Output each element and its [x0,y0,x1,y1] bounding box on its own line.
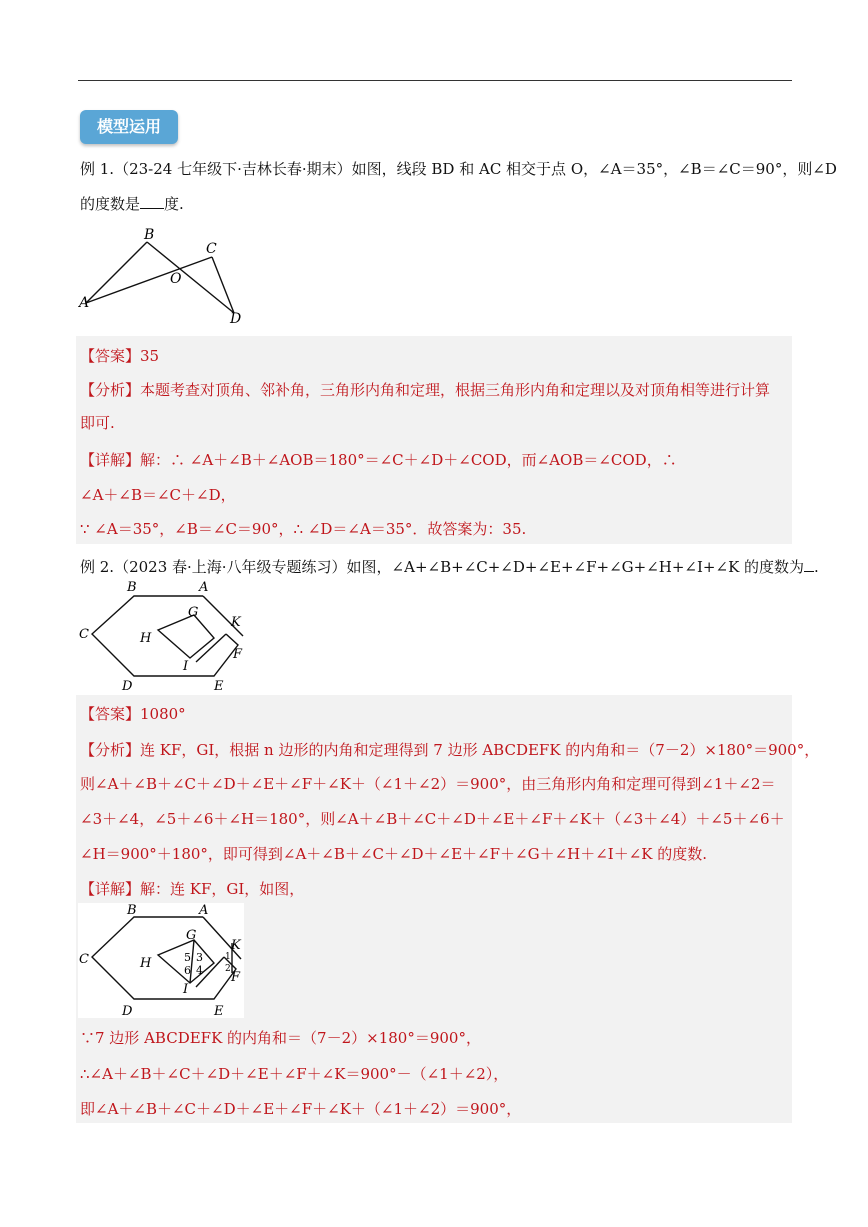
ex1-question-line1: 例 1.（23-24 七年级下·吉林长春·期末）如图，线段 BD 和 AC 相交于点 O，∠A＝35°，∠B＝∠C＝90°，则∠D [80,160,837,178]
ex1-question-line2 [80,193,184,214]
angle-2-label: 2 [225,964,231,974]
ex2-detail-label-H: H [140,956,152,971]
ex2-answer: 【答案】1080° [80,705,186,723]
ex2-question [80,556,819,577]
angle-4-label: 4 [196,964,203,977]
ex1-answer: 【答案】35 [80,347,160,365]
ex2-detail-figure [78,903,244,1018]
angle-3-label: 3 [196,951,203,964]
angle-1-label: 1 [225,952,231,962]
ex2-label-B: B [127,580,137,595]
ex1-question-unit: 度. [164,195,184,213]
ex2-analysis-line4: ∠H＝900°＋180°，即可得到∠A＋∠B＋∠C＋∠D＋∠E＋∠F＋∠G＋∠H＋∠I＋∠K 的度数. [80,845,708,863]
answer-blank [804,557,814,572]
ex2-detail-label-I: I [183,982,189,997]
ex2-analysis-line3: ∠3＋∠4，∠5＋∠6＋∠H＝180°，则∠A＋∠B＋∠C＋∠D＋∠E＋∠F＋∠K＋（∠3＋∠4）＋∠5＋∠6＋ [80,810,785,828]
ex2-detail-label-K: K [231,938,241,953]
ex2-detail-label-B: B [127,903,137,918]
angle-6-label: 6 [184,964,191,977]
ex2-label-E: E [214,679,224,693]
section-tag: 模型运用 [80,110,178,144]
ex1-label-D: D [230,311,242,327]
ex2-detail-label-E: E [214,1004,224,1018]
ex2-detail-line4: 即∠A＋∠B＋∠C＋∠D＋∠E＋∠F＋∠K＋（∠1＋∠2）＝900°， [80,1100,522,1118]
ex2-detail-label-A: A [199,903,209,918]
answer-blank [140,194,164,209]
ex1-label-O: O [170,271,182,287]
ex1-label-A: A [79,295,90,311]
ex2-detail-label-D: D [122,1004,133,1018]
ex1-detail-line1: 【详解】解：∴ ∠A＋∠B＋∠AOB＝180°＝∠C＋∠D＋∠COD，而∠AOB＝∠COD，∴ [80,451,677,469]
ex1-label-C: C [206,241,217,257]
ex1-analysis-line2: 即可. [80,414,115,432]
ex2-label-K: K [231,615,241,630]
ex2-question-end: . [814,558,819,576]
ex2-detail-label-C: C [79,952,89,967]
ex1-figure [78,225,248,330]
ex2-detail-line3: ∴∠A＋∠B＋∠C＋∠D＋∠E＋∠F＋∠K＝900°－（∠1＋∠2）， [80,1065,509,1083]
ex1-analysis-line1: 【分析】本题考查对顶角、邻补角，三角形内角和定理，根据三角形内角和定理以及对顶角相等进行计算 [80,381,771,399]
ex1-question-text: 的度数是 [80,195,141,213]
ex2-label-A: A [199,580,209,595]
ex2-detail-line1: 【详解】解：连 KF，GI，如图， [80,880,305,898]
ex1-label-B: B [144,227,155,243]
ex2-analysis-line2: 则∠A＋∠B＋∠C＋∠D＋∠E＋∠F＋∠K＋（∠1＋∠2）＝900°，由三角形内角和定理可得到∠1＋∠2＝ [80,775,776,793]
angle-5-label: 5 [184,951,191,964]
ex2-label-H: H [140,631,152,646]
ex2-label-D: D [122,679,133,693]
ex2-detail-label-F: F [231,970,241,985]
ex2-question-text: 例 2.（2023 春·上海·八年级专题练习）如图，∠A+∠B+∠C+∠D+∠E+∠F+∠G+∠H+∠I+∠K 的度数为 [80,558,805,576]
ex2-detail-label-G: G [186,928,197,943]
ex1-detail-line2: ∠A＋∠B＝∠C＋∠D， [80,486,236,504]
ex1-detail-line3: ∵ ∠A＝35°，∠B＝∠C＝90°，∴ ∠D＝∠A＝35°．故答案为：35. [80,520,527,538]
ex2-label-I: I [183,659,189,674]
ex2-detail-line2: ∵7 边形 ABCDEFK 的内角和＝（7－2）×180°＝900°， [80,1029,481,1047]
ex2-label-G: G [188,605,199,620]
ex2-label-F: F [233,647,243,662]
ex2-label-C: C [79,627,89,642]
ex2-analysis-line1: 【分析】连 KF，GI，根据 n 边形的内角和定理得到 7 边形 ABCDEFK 的内角和＝（7－2）×180°＝900°， [80,741,820,759]
ex1-solution-box [76,336,792,544]
header-rule [78,80,792,81]
ex2-figure [78,578,258,693]
